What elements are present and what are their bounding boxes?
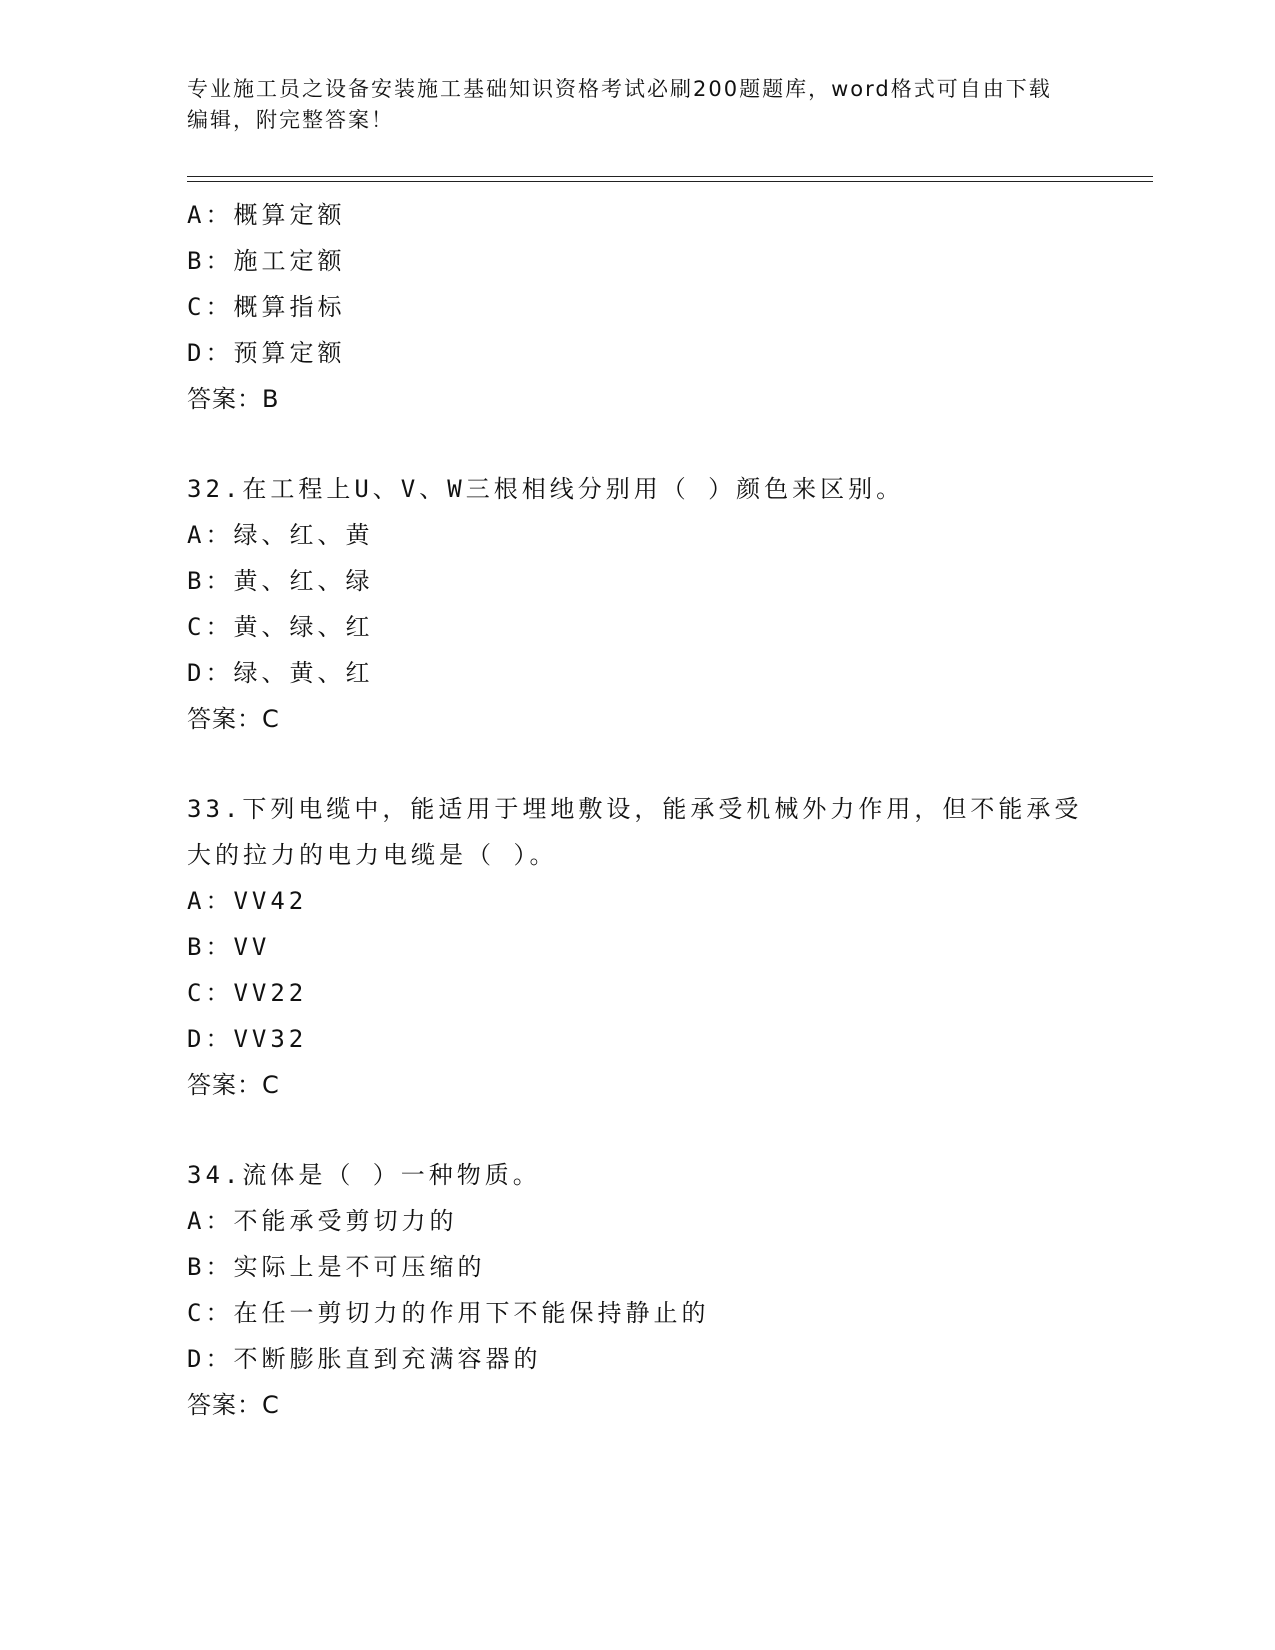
question-text: 32.在工程上U、V、W三根相线分别用（ ）颜色来区别。 [187,475,905,503]
answer: 答案：C [187,1391,280,1419]
question-text: 34.流体是（ ）一种物质。 [187,1161,541,1189]
option-a: A：概算定额 [187,201,346,229]
option-c: C：概算指标 [187,293,346,321]
option-d: D：VV32 [187,1025,308,1053]
option-c: C：黄、绿、红 [187,613,374,641]
question-32 [187,466,1087,742]
option-a: A：绿、红、黄 [187,521,374,549]
header-divider-top [187,176,1153,177]
option-d: D：预算定额 [187,339,346,367]
option-d: D：绿、黄、红 [187,659,374,687]
answer: 答案：C [187,705,280,733]
answer: 答案：C [187,1071,280,1099]
option-a: A：不能承受剪切力的 [187,1207,458,1235]
document-header: 专业施工员之设备安装施工基础知识资格考试必刷200题题库，word格式可自由下载编辑，附完整答案！ [187,77,1052,132]
question-text: 33.下列电缆中，能适用于埋地敷设，能承受机械外力作用，但不能承受大的拉力的电力电缆是（ ）。 [187,795,1083,869]
option-c: C：在任一剪切力的作用下不能保持静止的 [187,1299,710,1327]
option-b: B：实际上是不可压缩的 [187,1253,486,1281]
question-34 [187,1152,1087,1428]
option-b: B：黄、红、绿 [187,567,374,595]
option-a: A：VV42 [187,887,308,915]
header-divider-bottom [187,181,1153,182]
option-b: B：施工定额 [187,247,346,275]
question-list [187,192,1087,1428]
question-33 [187,786,1087,1108]
answer: 答案：B [187,385,280,413]
option-b: B：VV [187,933,271,961]
option-c: C：VV22 [187,979,308,1007]
option-d: D：不断膨胀直到充满容器的 [187,1345,542,1373]
question-31 [187,192,1087,422]
